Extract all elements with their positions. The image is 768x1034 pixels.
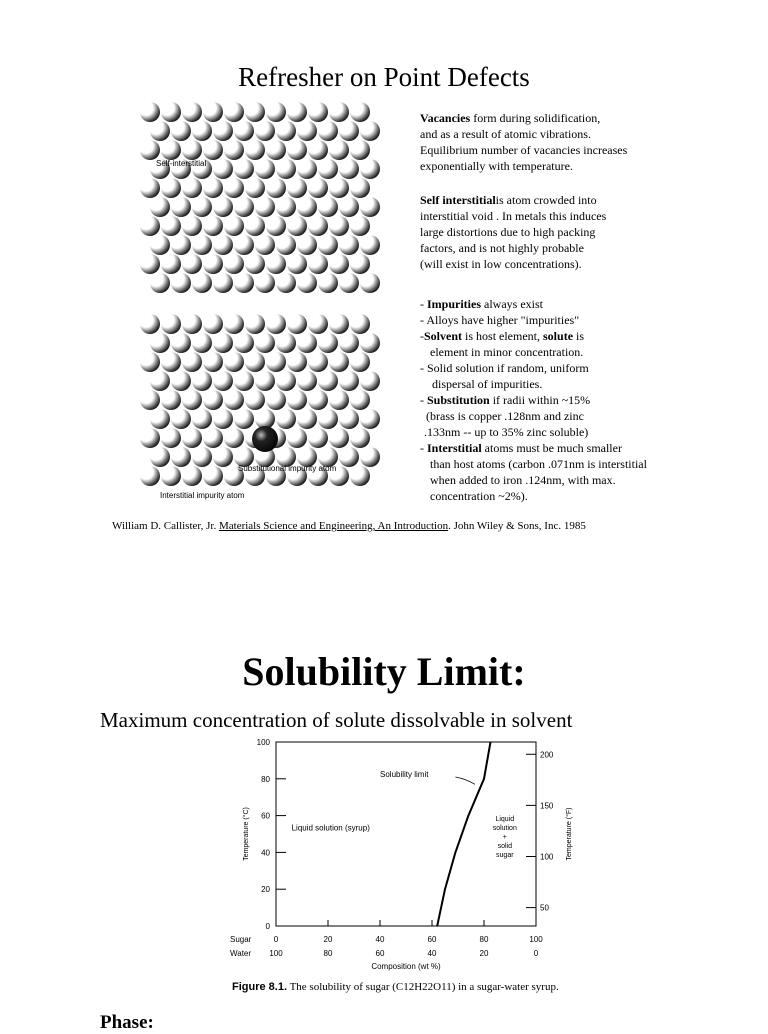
- self-interstitial-line-3: factors, and is not highly probable: [420, 241, 584, 255]
- lattice-atom: [255, 273, 275, 293]
- lattice-atom: [339, 273, 359, 293]
- y-right-tick-label: 100: [540, 852, 554, 862]
- lattice-atom: [266, 102, 286, 122]
- region-two-phase-line: solution: [492, 825, 517, 833]
- lattice-atom: [287, 102, 307, 122]
- vacancies-line-2: Equilibrium number of vacancies increases: [420, 143, 628, 157]
- lattice-atom: [339, 447, 359, 467]
- x-tick-label-water: 60: [375, 949, 385, 958]
- vacancies-line-1: and as a result of atomic vibrations.: [420, 127, 591, 141]
- lattice-atom: [182, 428, 202, 448]
- lattice-atom: [339, 333, 359, 353]
- lattice-atom: [276, 333, 296, 353]
- lattice-atom: [297, 121, 317, 141]
- lattice-atom: [329, 178, 349, 198]
- x-tick-label-sugar: 80: [479, 935, 489, 944]
- y-right-tick-label: 150: [540, 801, 554, 811]
- figure-caption: Figure 8.1. The solubility of sugar (C12H22O11) in a sugar-water syrup.: [232, 981, 559, 993]
- lattice-atom: [329, 428, 349, 448]
- lattice-atom: [318, 235, 338, 255]
- lattice-atom: [245, 140, 265, 160]
- y-tick-label: 60: [261, 811, 270, 821]
- lattice-atom: [182, 140, 202, 160]
- lattice-atom: [318, 273, 338, 293]
- self-interstitial-label: Self-interstitial: [156, 159, 207, 168]
- bullet-solvent: -Solvent is host element, solute is: [420, 329, 585, 343]
- lattice-atom: [308, 216, 328, 236]
- lattice-atom: [287, 254, 307, 274]
- lattice-atom: [171, 409, 191, 429]
- x-tick-label-sugar: 100: [529, 935, 543, 944]
- y-tick-label: 100: [256, 738, 270, 747]
- citation: William D. Callister, Jr. Materials Science and Engineering, An Introduction. John Wiley & Sons, Inc. 1985: [112, 520, 586, 532]
- lattice-atom: [161, 314, 181, 334]
- lattice-atom: [276, 121, 296, 141]
- bullet-substitution-cont2: .133nm -- up to 35% zinc soluble): [424, 425, 589, 439]
- lattice-atom: [192, 409, 212, 429]
- lattice-atom: [297, 371, 317, 391]
- lattice-atom: [161, 466, 181, 486]
- bullet-interstitial-cont1: than host atoms (carbon .071nm is interstitial: [430, 457, 647, 471]
- y-right-tick-label: 50: [540, 903, 549, 913]
- lattice-atom: [171, 333, 191, 353]
- lattice-atom: [308, 314, 328, 334]
- x-tick-label-water: 80: [323, 949, 333, 958]
- x-tick-label-sugar: 40: [375, 935, 385, 944]
- region-two-phase-line: Liquid: [495, 816, 515, 824]
- lattice-atom: [245, 314, 265, 334]
- lattice-atom: [360, 121, 380, 141]
- lattice-atom: [224, 390, 244, 410]
- lattice-atom: [350, 314, 370, 334]
- lattice-atom: [150, 371, 170, 391]
- y-tick-label: 0: [265, 922, 270, 931]
- lattice-atom: [224, 102, 244, 122]
- lattice-atom: [350, 140, 370, 160]
- lattice-atom: [276, 159, 296, 179]
- lattice-atom: [150, 273, 170, 293]
- lattice-atom: [140, 352, 160, 372]
- lattice-atom: [266, 352, 286, 372]
- lattice-atom: [266, 178, 286, 198]
- lattice-atom: [182, 178, 202, 198]
- lattice-atom: [140, 314, 160, 334]
- lattice-atom: [360, 235, 380, 255]
- bullet-interstitial-cont3: concentration ~2%).: [430, 489, 528, 503]
- lattice-atom: [192, 235, 212, 255]
- lattice-atom: [213, 121, 233, 141]
- lattice-atom: [255, 235, 275, 255]
- bullet-solid-solution-cont: dispersal of impurities.: [432, 377, 543, 391]
- substitutional-label: Substitutional impurity atom: [238, 464, 337, 473]
- lattice-atom: [297, 333, 317, 353]
- lattice-atom: [203, 102, 223, 122]
- point-defects-illustration: [130, 96, 380, 516]
- lattice-atom: [339, 121, 359, 141]
- lattice-atom: [287, 216, 307, 236]
- lattice-atom: [318, 159, 338, 179]
- lattice-atom: [150, 447, 170, 467]
- lattice-atom: [297, 409, 317, 429]
- lattice-atom: [339, 235, 359, 255]
- citation-book: Materials Science and Engineering, An Introduction: [218, 520, 449, 532]
- region-two-phase-line: +: [502, 834, 507, 842]
- lattice-atom: [182, 216, 202, 236]
- y-tick-label: 20: [261, 885, 270, 895]
- substitutional-atom: [252, 426, 278, 452]
- lattice-atom: [171, 235, 191, 255]
- lattice-atom: [161, 140, 181, 160]
- lattice-atom: [203, 178, 223, 198]
- lattice-atom: [276, 409, 296, 429]
- lattice-atom: [318, 333, 338, 353]
- vacancies-line-0: form during solidification,: [473, 111, 601, 125]
- lattice-atom: [266, 140, 286, 160]
- vacancies-line-3: exponentially with temperature.: [420, 159, 573, 173]
- lattice-atom: [308, 352, 328, 372]
- lattice-atom: [224, 216, 244, 236]
- lattice-atom: [203, 428, 223, 448]
- lattice-atom: [360, 371, 380, 391]
- bullet-interstitial-cont2: when added to iron .124nm, with max.: [430, 473, 616, 487]
- lattice-atom: [329, 314, 349, 334]
- lattice-atom: [213, 333, 233, 353]
- lattice-atom: [234, 121, 254, 141]
- lattice-atom: [140, 466, 160, 486]
- x-tick-label-sugar: 0: [273, 935, 279, 944]
- lattice-atom: [308, 428, 328, 448]
- lattice-atom: [329, 254, 349, 274]
- lattice-atom: [329, 216, 349, 236]
- lattice-atom: [329, 102, 349, 122]
- lattice-atom: [308, 140, 328, 160]
- lattice-atom: [339, 159, 359, 179]
- next-heading: Phase:: [100, 1012, 154, 1033]
- x-tick-label-water: 0: [533, 949, 539, 958]
- lattice-atom: [287, 140, 307, 160]
- lattice-atom: [192, 121, 212, 141]
- y-tick-label: 80: [261, 774, 270, 784]
- lattice-atom: [171, 197, 191, 217]
- lattice-atom: [308, 178, 328, 198]
- lattice-atom: [266, 390, 286, 410]
- x-tick-label-water: 40: [427, 949, 437, 958]
- region-liquid-label: Liquid solution (syrup): [291, 823, 370, 833]
- lattice-atom: [255, 197, 275, 217]
- lattice-atom: [213, 235, 233, 255]
- bullet-solid-solution: - Solid solution if random, uniform: [420, 361, 589, 375]
- lattice-atom: [203, 390, 223, 410]
- lattice-atom: [224, 314, 244, 334]
- solubility-limit-curve: [437, 742, 490, 926]
- lattice-atom: [213, 371, 233, 391]
- lattice-atom: [150, 121, 170, 141]
- bullet-interstitial: - Interstitial atoms must be much smaller: [420, 441, 622, 455]
- lattice-atom: [360, 333, 380, 353]
- lattice-atom: [192, 333, 212, 353]
- lattice-atom: [213, 159, 233, 179]
- lattice-top: [140, 102, 380, 293]
- lattice-atom: [150, 235, 170, 255]
- bullet-alloys: - Alloys have higher "impurities": [420, 313, 580, 327]
- lattice-atom: [297, 197, 317, 217]
- lattice-atom: [287, 390, 307, 410]
- x-tick-label-sugar: 60: [427, 935, 437, 944]
- lattice-atom: [213, 197, 233, 217]
- bullet-impurities: - Impurities always exist: [420, 297, 543, 311]
- lattice-atom: [161, 102, 181, 122]
- y-axis-right-label: Temperature (°F): [566, 807, 573, 861]
- y-tick-label: 40: [261, 848, 270, 858]
- section-title: Solubility Limit:: [242, 649, 526, 694]
- lattice-bottom: [140, 314, 380, 486]
- lattice-atom: [161, 390, 181, 410]
- lattice-atom: [171, 273, 191, 293]
- lattice-atom: [297, 159, 317, 179]
- region-two-phase-line: sugar: [496, 852, 514, 860]
- lattice-atom: [266, 216, 286, 236]
- lattice-atom: [192, 371, 212, 391]
- lattice-atom: [329, 390, 349, 410]
- lattice-atom: [140, 102, 160, 122]
- lattice-atom: [308, 102, 328, 122]
- y-axis-label: Temperature (°C): [243, 807, 250, 861]
- lattice-atom: [203, 466, 223, 486]
- lattice-atom: [182, 352, 202, 372]
- x-tick-label-water: 100: [269, 949, 283, 958]
- bullet-substitution-cont1: (brass is copper .128nm and zinc: [426, 409, 584, 423]
- lattice-atom: [287, 352, 307, 372]
- self-interstitial-line-1: interstitial void . In metals this induces: [420, 209, 607, 223]
- lattice-atom: [245, 178, 265, 198]
- bullet-substitution: - Substitution if radii within ~15%: [420, 393, 591, 407]
- lattice-atom: [350, 216, 370, 236]
- x-tick-label-water: 20: [479, 949, 489, 958]
- lattice-atom: [150, 197, 170, 217]
- lattice-atom: [360, 273, 380, 293]
- lattice-atom: [224, 352, 244, 372]
- interstitial-impurity-label: Interstitial impurity atom: [160, 491, 245, 500]
- lattice-atom: [350, 352, 370, 372]
- lattice-atom: [318, 197, 338, 217]
- lattice-atom: [192, 197, 212, 217]
- lattice-atom: [182, 390, 202, 410]
- lattice-atom: [350, 254, 370, 274]
- region-two-phase-line: solid: [497, 843, 513, 851]
- lattice-atom: [360, 409, 380, 429]
- lattice-atom: [182, 254, 202, 274]
- lattice-atom: [245, 102, 265, 122]
- lattice-atom: [255, 333, 275, 353]
- lattice-atom: [140, 428, 160, 448]
- lattice-atom: [182, 102, 202, 122]
- section-subtitle: Maximum concentration of solute dissolvable in solvent: [100, 708, 573, 732]
- lattice-atom: [234, 159, 254, 179]
- lattice-atom: [161, 254, 181, 274]
- lattice-atom: [360, 447, 380, 467]
- lattice-atom: [161, 352, 181, 372]
- lattice-atom: [339, 197, 359, 217]
- lattice-atom: [140, 216, 160, 236]
- vacancies-term: Vacancies: [420, 111, 471, 125]
- lattice-atom: [245, 254, 265, 274]
- lattice-atom: [360, 197, 380, 217]
- lattice-atom: [297, 235, 317, 255]
- self-interstitial-paragraph: [420, 192, 700, 272]
- self-interstitial-line-0: is atom crowded into: [495, 193, 597, 207]
- lattice-atom: [234, 371, 254, 391]
- lattice-atom: [171, 371, 191, 391]
- lattice-atom: [350, 390, 370, 410]
- lattice-atom: [234, 409, 254, 429]
- lattice-atom: [318, 121, 338, 141]
- lattice-atom: [329, 140, 349, 160]
- lattice-atom: [161, 178, 181, 198]
- x-axis-label: Composition (wt %): [371, 962, 441, 971]
- lattice-atom: [150, 333, 170, 353]
- lattice-atom: [224, 140, 244, 160]
- lattice-atom: [224, 254, 244, 274]
- lattice-atom: [255, 371, 275, 391]
- lattice-atom: [287, 428, 307, 448]
- lattice-atom: [276, 197, 296, 217]
- lattice-atom: [203, 216, 223, 236]
- lattice-atom: [350, 466, 370, 486]
- water-row-label: Water: [230, 949, 252, 958]
- lattice-atom: [140, 140, 160, 160]
- lattice-atom: [140, 254, 160, 274]
- self-interstitial-line-2: large distortions due to high packing: [420, 225, 596, 239]
- lattice-atom: [234, 333, 254, 353]
- lattice-atom: [350, 102, 370, 122]
- lattice-atom: [245, 216, 265, 236]
- lattice-atom: [213, 409, 233, 429]
- solubility-limit-arrow: [455, 777, 475, 784]
- sugar-row-label: Sugar: [230, 935, 252, 944]
- lattice-atom: [308, 254, 328, 274]
- lattice-atom: [266, 314, 286, 334]
- vacancies-paragraph: [420, 110, 700, 174]
- lattice-atom: [182, 466, 202, 486]
- lattice-atom: [245, 390, 265, 410]
- lattice-atom: [224, 428, 244, 448]
- lattice-atom: [161, 216, 181, 236]
- lattice-atom: [234, 197, 254, 217]
- solubility-limit-label: Solubility limit: [380, 769, 429, 779]
- lattice-atom: [234, 273, 254, 293]
- lattice-atom: [339, 371, 359, 391]
- lattice-atom: [350, 428, 370, 448]
- page-title: Refresher on Point Defects: [238, 62, 530, 92]
- solubility-chart: [226, 736, 573, 978]
- lattice-atom: [245, 352, 265, 372]
- lattice-atom: [224, 178, 244, 198]
- self-interstitial-line-4: (will exist in low concentrations).: [420, 257, 582, 271]
- lattice-atom: [287, 178, 307, 198]
- x-tick-label-sugar: 20: [323, 935, 333, 944]
- lattice-atom: [192, 273, 212, 293]
- lattice-atom: [350, 178, 370, 198]
- impurities-list: [420, 296, 647, 504]
- lattice-atom: [255, 121, 275, 141]
- lattice-atom: [318, 371, 338, 391]
- lattice-atom: [161, 428, 181, 448]
- lattice-atom: [255, 159, 275, 179]
- lattice-atom: [213, 447, 233, 467]
- lattice-atom: [150, 409, 170, 429]
- y-right-tick-label: 200: [540, 750, 554, 760]
- lattice-atom: [171, 447, 191, 467]
- lattice-atom: [203, 314, 223, 334]
- lattice-atom: [213, 273, 233, 293]
- lattice-atom: [339, 409, 359, 429]
- lattice-atom: [182, 314, 202, 334]
- self-interstitial-term: Self interstitial: [420, 193, 496, 207]
- lattice-atom: [276, 235, 296, 255]
- lattice-atom: [203, 140, 223, 160]
- lattice-atom: [276, 273, 296, 293]
- lattice-atom: [297, 273, 317, 293]
- lattice-atom: [234, 235, 254, 255]
- lattice-atom: [360, 159, 380, 179]
- lattice-atom: [287, 314, 307, 334]
- lattice-atom: [318, 409, 338, 429]
- lattice-atom: [308, 390, 328, 410]
- lattice-atom: [266, 254, 286, 274]
- lattice-atom: [203, 254, 223, 274]
- lattice-atom: [140, 178, 160, 198]
- region-two-phase-label: [493, 816, 517, 859]
- lattice-atom: [192, 447, 212, 467]
- lattice-atom: [203, 352, 223, 372]
- lattice-atom: [171, 121, 191, 141]
- lattice-atom: [276, 371, 296, 391]
- lattice-atom: [140, 390, 160, 410]
- bullet-solvent-cont: element in minor concentration.: [430, 345, 584, 359]
- lattice-atom: [329, 352, 349, 372]
